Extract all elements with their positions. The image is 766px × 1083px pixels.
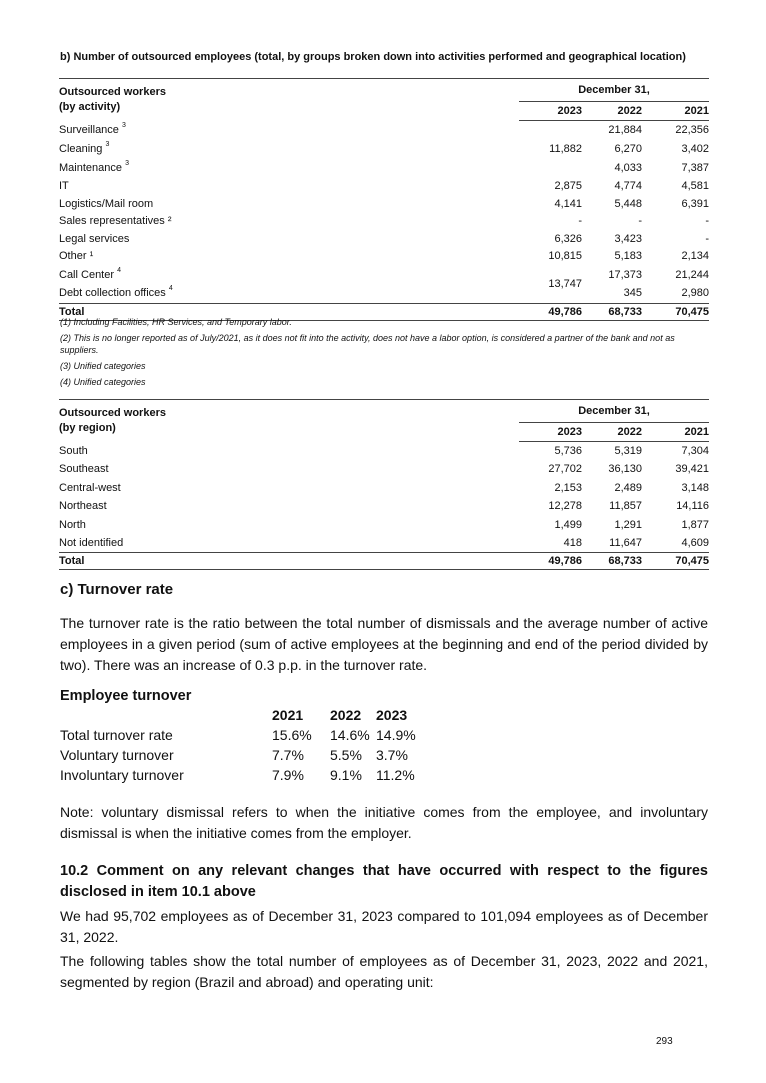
row-label-text: Cleaning xyxy=(59,143,103,155)
turnover-2023: 3.7% xyxy=(376,747,408,763)
value-2023: 10,815 xyxy=(548,250,582,263)
value-2022: 17,373 xyxy=(608,268,642,281)
value-2021: - xyxy=(705,215,710,228)
table-row xyxy=(59,516,709,535)
footnote: (1) Including Facilities, HR Services, and Temporary labor. xyxy=(60,317,292,327)
footnote-marker: 4 xyxy=(117,266,121,274)
row-label xyxy=(59,159,519,178)
total-2023: 49,786 xyxy=(519,303,582,320)
value-2021: 1,877 xyxy=(681,518,710,531)
turnover-paragraph: The turnover rate is the ratio between the total number of dismissals and the average number of active employees in a given period (sum of active employees at the beginning and end of the period divided by two). There was an increase of 0.3 p.p. in the turnover rate. xyxy=(60,615,708,673)
total-row xyxy=(59,553,709,570)
value-2022: 345 xyxy=(623,287,642,300)
row-label xyxy=(59,230,519,248)
row-label: Not identified xyxy=(59,537,124,549)
row-label xyxy=(59,121,519,140)
value-2022: 4,774 xyxy=(614,180,642,193)
table-row xyxy=(59,195,709,213)
value-2023: 5,736 xyxy=(554,445,582,457)
row-label xyxy=(59,178,519,196)
table-row xyxy=(59,534,709,553)
table-row xyxy=(59,460,709,479)
value-2021: 2,134 xyxy=(681,250,710,263)
turnover-row xyxy=(60,745,426,765)
value-2022: 2,489 xyxy=(614,481,642,494)
region-year-header: 2023 xyxy=(519,423,582,442)
value-2023 xyxy=(519,159,582,178)
value-2021: 6,391 xyxy=(681,197,710,210)
section-10-2-title: 10.2 Comment on any relevant changes that have occurred with respect to the figures disclosed in item 10.1 above xyxy=(60,863,708,900)
region-table-label: Outsourced workers (by region) xyxy=(59,400,519,442)
turnover-label: Total turnover rate xyxy=(60,727,173,743)
row-label xyxy=(59,195,519,213)
table-row xyxy=(59,265,709,284)
value-2023: 2,875 xyxy=(554,180,582,193)
turnover-2022: 5.5% xyxy=(330,747,362,763)
table-row xyxy=(59,284,709,303)
value-2022: 6,270 xyxy=(614,143,642,155)
value-2023: 11,882 xyxy=(549,143,582,155)
value-2022: 3,423 xyxy=(614,232,642,245)
value-2021: 4,609 xyxy=(681,537,710,549)
row-label-text: Surveillance xyxy=(59,124,119,136)
value-2022: 1,291 xyxy=(614,518,642,531)
outsourced-by-region-table xyxy=(59,399,709,570)
value-2023: 1,499 xyxy=(554,518,582,531)
value-2022: 4,033 xyxy=(614,162,642,174)
value-2022: 36,130 xyxy=(608,463,642,476)
value-2021: 39,421 xyxy=(675,463,710,476)
value-2021: 4,581 xyxy=(681,180,710,193)
activity-date-header: December 31, xyxy=(519,79,709,102)
footnote-marker: 3 xyxy=(121,122,126,129)
value-2023: 418 xyxy=(563,537,582,549)
total-2022: 68,733 xyxy=(582,553,642,570)
row-label: South xyxy=(59,444,88,457)
value-2022: 5,448 xyxy=(614,197,642,210)
table-row xyxy=(59,178,709,196)
table-row xyxy=(59,213,709,231)
region-year-header: 2021 xyxy=(642,423,709,442)
page-number: 293 xyxy=(656,1036,673,1047)
total-2023: 49,786 xyxy=(519,553,582,570)
turnover-row xyxy=(60,725,426,745)
value-2022: 5,183 xyxy=(614,250,642,263)
table-row xyxy=(59,230,709,248)
turnover-year-header: 2023 xyxy=(376,707,408,723)
turnover-label: Voluntary turnover xyxy=(60,747,174,763)
table-row xyxy=(59,121,709,140)
total-label: Total xyxy=(59,553,519,570)
turnover-row xyxy=(60,765,426,785)
value-2023-merged: 13,747 xyxy=(548,277,582,290)
employees-paragraph: We had 95,702 employees as of December 31, 2023 compared to 101,094 employees as of December 31, 2022. xyxy=(60,908,708,945)
value-2023: 4,141 xyxy=(554,197,582,210)
value-2021: 2,980 xyxy=(681,287,710,300)
value-2023: 27,702 xyxy=(548,463,582,476)
row-label-text: Logistics/Mail room xyxy=(59,197,154,210)
turnover-table-title: Employee turnover xyxy=(60,688,192,704)
value-2021: 22,356 xyxy=(675,124,710,137)
total-2021: 70,475 xyxy=(642,553,709,570)
footnote: (2) This is no longer reported as of July/2021, as it does not fit into the activity, does not have a labor option, is considered a partner of the bank and not as suppliers. xyxy=(60,333,675,355)
table-row xyxy=(59,479,709,498)
footnote-marker: 4 xyxy=(168,285,173,293)
total-2021: 70,475 xyxy=(642,303,709,320)
value-2021: 3,402 xyxy=(681,143,710,155)
value-2023: 12,278 xyxy=(548,500,582,513)
activity-year-header: 2021 xyxy=(642,102,709,121)
row-label xyxy=(59,265,519,284)
turnover-2023: 14.9% xyxy=(376,727,416,743)
value-2023: 2,153 xyxy=(554,481,582,494)
region-year-header: 2022 xyxy=(582,423,642,442)
row-label-text: Legal services xyxy=(59,232,130,245)
row-label xyxy=(59,284,519,303)
turnover-2022: 9.1% xyxy=(330,767,362,783)
activity-table-notes xyxy=(60,316,708,392)
value-2023 xyxy=(519,121,582,140)
activity-table-label: Outsourced workers (by activity) xyxy=(59,79,519,121)
row-label-text: Sales representatives ² xyxy=(59,215,172,228)
tables-paragraph: The following tables show the total number of employees as of December 31, 2023, 2022 and 2021, segmented by region (Brazil and abroad) and operating unit: xyxy=(60,953,708,990)
value-2021: 14,116 xyxy=(676,500,710,513)
note-paragraph: Note: voluntary dismissal refers to when the initiative comes from the employee, and involuntary dismissal is when the initiative comes from the employer. xyxy=(60,804,708,841)
row-label-text: Call Center xyxy=(59,268,115,281)
table-row xyxy=(59,159,709,178)
turnover-year-header: 2021 xyxy=(272,707,304,723)
row-label-text: Other ¹ xyxy=(59,250,94,263)
row-label xyxy=(59,248,519,266)
table-row xyxy=(59,497,709,516)
value-2022: 5,319 xyxy=(614,445,642,457)
turnover-label: Involuntary turnover xyxy=(60,767,184,783)
footnote-marker: 3 xyxy=(125,160,129,167)
table-row xyxy=(59,442,709,461)
value-2022: 11,857 xyxy=(609,500,642,513)
row-label-text: IT xyxy=(59,180,69,193)
turnover-2021: 15.6% xyxy=(272,727,312,743)
total-label: Total xyxy=(59,303,519,320)
row-label-text: Maintenance xyxy=(59,162,122,174)
total-2022: 68,733 xyxy=(582,303,642,320)
activity-year-header: 2023 xyxy=(519,102,582,121)
turnover-2022: 14.6% xyxy=(330,727,370,743)
turnover-2023: 11.2% xyxy=(376,767,415,783)
activity-year-header: 2022 xyxy=(582,102,642,121)
row-label: Northeast xyxy=(59,500,107,513)
footnote: (4) Unified categories xyxy=(60,377,146,387)
value-2023: - xyxy=(578,215,582,228)
value-2023: 6,326 xyxy=(554,232,582,245)
table-row xyxy=(59,140,709,159)
value-2021: 7,387 xyxy=(681,162,710,174)
value-2021: 7,304 xyxy=(681,445,710,457)
row-label: Southeast xyxy=(59,463,109,476)
row-label xyxy=(59,213,519,231)
footnote: (3) Unified categories xyxy=(60,361,146,371)
value-2022: - xyxy=(638,215,642,228)
outsourced-by-activity-table xyxy=(59,78,709,321)
row-label: North xyxy=(59,518,86,531)
value-2021: - xyxy=(705,232,710,245)
section-b-title: b) Number of outsourced employees (total, by groups broken down into activities performed and geographical location) xyxy=(60,51,686,63)
employee-turnover-table xyxy=(60,705,426,785)
turnover-2021: 7.9% xyxy=(272,767,304,783)
turnover-year-header: 2022 xyxy=(330,707,362,723)
turnover-2021: 7.7% xyxy=(272,747,304,763)
value-2021: 3,148 xyxy=(681,481,710,494)
value-2022: 11,647 xyxy=(609,537,642,549)
row-label-text: Debt collection offices xyxy=(59,287,166,300)
turnover-section-title: c) Turnover rate xyxy=(60,581,174,598)
row-label: Central-west xyxy=(59,481,121,494)
value-2021: 21,244 xyxy=(675,268,710,281)
table-row xyxy=(59,248,709,266)
region-date-header: December 31, xyxy=(519,400,709,423)
row-label xyxy=(59,140,519,159)
footnote-marker: 3 xyxy=(105,141,110,148)
value-2022: 21,884 xyxy=(608,124,642,137)
